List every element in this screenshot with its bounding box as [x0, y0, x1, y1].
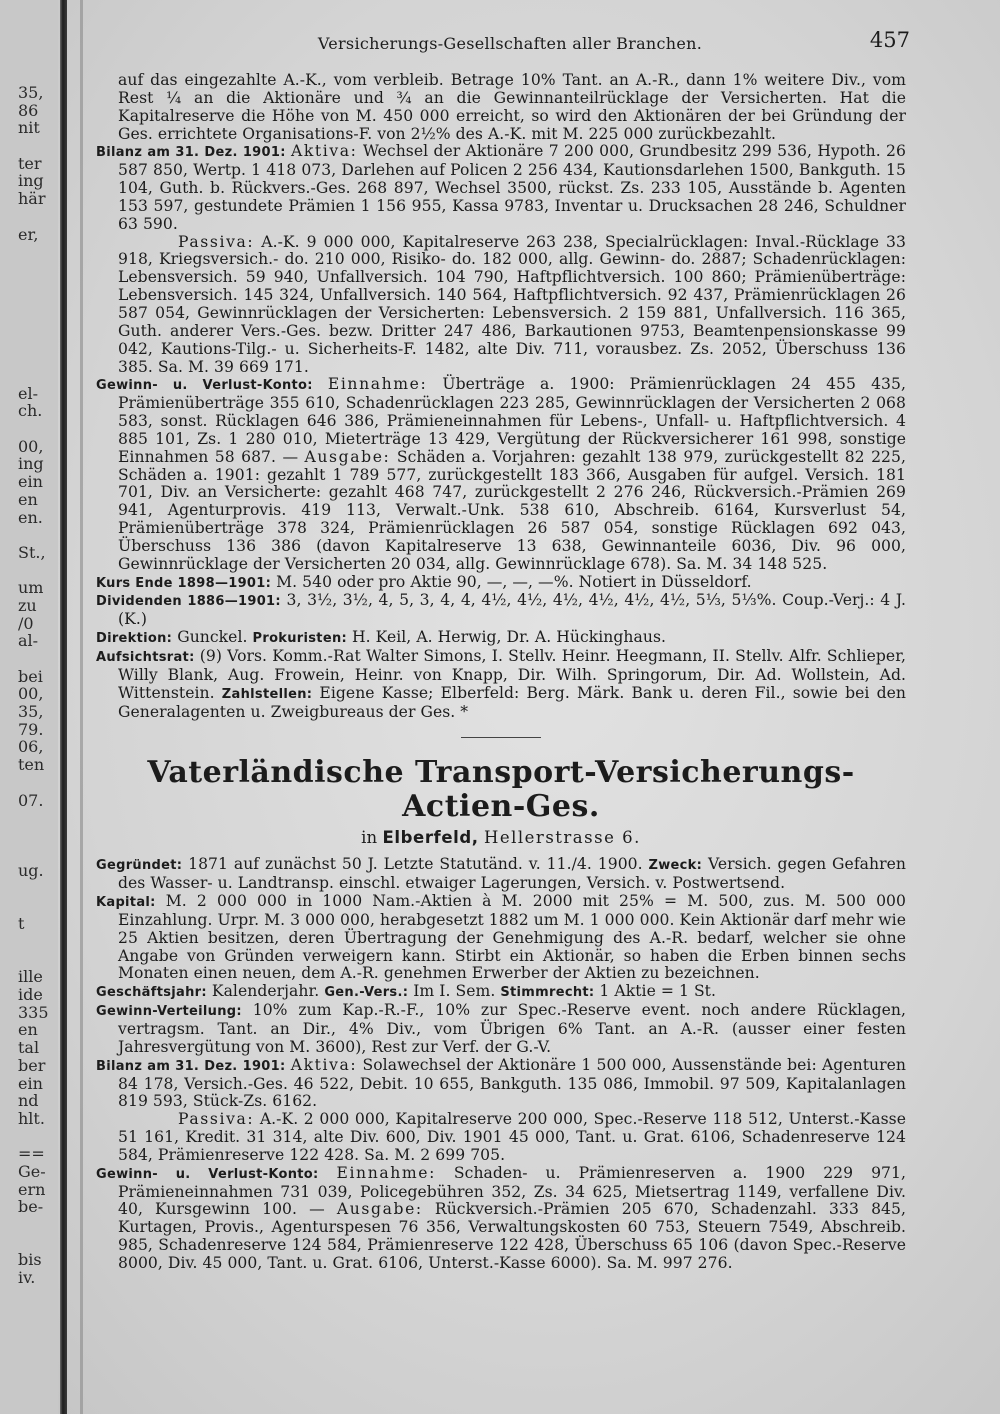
gv2-entry: [96, 1165, 906, 1273]
margin-fragment: [18, 332, 60, 350]
margin-fragment: St.,: [18, 543, 46, 562]
margin-fragment: [18, 367, 60, 385]
margin-fragment: el-: [18, 384, 38, 403]
margin-fragment: [18, 809, 60, 827]
spine-line: [80, 0, 83, 1414]
passiva2-text: A.-K. 2 000 000, Kapitalreserve 200 000, Spec.-Reserve 118 512, Unterst.-Kasse 51 161, Kredit. 31 314, alte Div. 600, Div. 1901 45 000, Tant. u. Grat. 6106, Schadenreserve 124 584, Prämienreserve 122 428. Sa. M. 2 699 705.: [118, 1110, 906, 1164]
passiva-entry: [96, 234, 906, 377]
margin-fragment: en.: [18, 508, 43, 527]
margin-fragment: [18, 1128, 60, 1146]
direktion-text: Gunckel.: [177, 628, 248, 647]
margin-fragment: be-: [18, 1198, 44, 1216]
margin-fragment: ein: [18, 1074, 43, 1093]
kurs-text: M. 540 oder pro Aktie 90, —, —, —%. Notiert in Düsseldorf.: [276, 572, 752, 591]
margin-fragment: bei: [18, 667, 43, 686]
dividenden-text: 3, 3½, 3½, 4, 5, 3, 4, 4, 4½, 4½, 4½, 4½, 4½, 4½, 5⅓, 5⅓%. Coup.-Verj.: 4 J. (K.): [118, 591, 906, 629]
gewinn-verteilung-entry: [96, 1002, 906, 1057]
margin-fragment: [18, 208, 60, 226]
kapital-label: Kapital:: [96, 895, 156, 911]
gv2-label: Gewinn- u. Verlust-Konto:: [96, 1166, 319, 1182]
margin-fragment: 35,: [18, 703, 44, 721]
margin-fragment: nit: [18, 119, 40, 138]
passiva2-label: Passiva:: [178, 1110, 255, 1129]
book-spine-shadow: [60, 0, 67, 1414]
einnahme2-text: Schaden- u. Prämienreserven a. 1900 229 971, Prämieneinnahmen 731 039, Policegebühren 352, Zs. 34 625, Mietsertrag 1149, verfallene Div. 40, Kursgewinn 100. —: [118, 1163, 906, 1219]
margin-fragment: 00,: [18, 437, 44, 456]
company-title: Vaterländische Transport-Versicherungs-Actien-Ges.: [147, 755, 855, 825]
aufsichtsrat-text: (9) Vors. Komm.-Rat Walter Simons, I. Stellv. Heinr. Heegmann, II. Stellv. Alfr. Schlieper, Willy Blank, Aug. Frowein, Heinr. von Knapp, Dir. Wilh. Springorum, Dir. Ad. Wollstein, Ad. Wittenstein.: [118, 647, 906, 702]
margin-fragment: ing: [18, 172, 44, 191]
margin-fragment: [18, 827, 60, 845]
bilanz-label: Bilanz am 31. Dez. 1901:: [96, 145, 286, 161]
margin-fragment: [18, 933, 60, 951]
bilanz2-entry: [96, 1057, 906, 1112]
margin-fragment: al-: [18, 632, 39, 650]
ausgabe-label: Ausgabe:: [304, 447, 391, 466]
gen-vers-text: Im I. Sem.: [413, 982, 496, 1001]
location-prefix: in: [361, 828, 378, 848]
gewinn-verteilung-label: Gewinn-Verteilung:: [96, 1004, 242, 1020]
zahlstellen-label: Zahlstellen:: [221, 686, 313, 702]
margin-fragment: ing: [18, 455, 44, 474]
stimmrecht-label: Stimmrecht:: [500, 985, 595, 1001]
stimmrecht-text: 1 Aktie = 1 St.: [599, 982, 717, 1001]
margin-fragment: 79.: [18, 720, 44, 739]
margin-fragment: [18, 774, 60, 792]
margin-fragment: 06,: [18, 738, 44, 757]
ausgabe-text: Schäden a. Vorjahren: gezahlt 138 979, zurückgestellt 82 225, Schäden a. 1901: gezahlt 1 789 577, zurückgestellt 183 366, Ausgaben für aufgel. Versich. 181 701, Div. an Versicherte: gezahlt 468 747, zurückgestellt 2 276 246, Rückversich.-Prämien 269 941, Agenturprovis. 419 113, Verwalt.-Unk. 538 610, Abschreib. 6164, Kursverlust 54, Prämienüberträge 378 324, Prämienrücklagen 26 587 054, sonstige Rücklagen 692 043, Überschuss 136 386 (davon Kapitalreserve 13 638, Gewinnanteile 6036, Div. 96 000, Gewinnrücklage der Versicherten 20 034, allg. Gewinnrücklage 678). Sa. M. 34 148 525.: [118, 447, 906, 573]
margin-fragment: 35,: [18, 84, 44, 102]
margin-fragment: bis: [18, 1251, 42, 1270]
margin-fragment: er,: [18, 225, 39, 244]
margin-fragment: [18, 279, 60, 297]
gegruendet-entry: [96, 856, 906, 893]
zweck-text: Versich. gegen Gefahren des Wasser- u. Landtransp. einschl. etwaiger Lagerungen, Versich. v. Postwertsend.: [118, 855, 906, 893]
margin-fragment: [18, 845, 60, 863]
margin-fragment: [18, 951, 60, 969]
margin-fragment: /0: [18, 614, 34, 633]
running-title: Versicherungs-Gesellschaften aller Branchen.: [317, 34, 703, 53]
margin-fragment: ber: [18, 1056, 46, 1075]
gegruendet-label: Gegründet:: [96, 858, 183, 874]
passiva-label: Passiva:: [178, 232, 255, 251]
gen-vers-label: Gen.-Vers.:: [324, 985, 409, 1001]
margin-fragment: [18, 420, 60, 438]
margin-fragment: [18, 898, 60, 916]
margin-fragment: ein: [18, 473, 43, 491]
bilanz2-label: Bilanz am 31. Dez. 1901:: [96, 1058, 286, 1074]
margin-fragment: [18, 349, 60, 367]
passiva2-entry: [96, 1111, 906, 1165]
aktiva2-label: Aktiva:: [290, 1055, 358, 1074]
margin-fragment: ter: [18, 154, 42, 173]
margin-fragment: [18, 1234, 60, 1252]
margin-fragment: ille: [18, 968, 43, 987]
facing-page-text-fragments: [18, 84, 60, 1287]
margin-fragment: en: [18, 490, 38, 509]
aktiva2-text: Solawechsel der Aktionäre 1 500 000, Aussenstände bei: Agenturen 84 178, Versich.-Ges. 46 522, Debit. 10 655, Bankguth. 135 086, Immobil. 97 509, Kapitalanlagen 819 593, Stück-Zs. 6162.: [118, 1055, 906, 1111]
intro-paragraph: auf das eingezahlte A.-K., vom verbleib. Betrage 10% Tant. an A.-R., dann 1% weitere Div., vom Rest ¼ an die Aktionäre und ¾ an die Gewinnanteilrücklage der Versicherten. Hat die Kapitalreserve die Höhe von M. 450 000 erreicht, so wird den Aktionären der bei Gründung der Ges. errichtete Organisations-F. von 2½% des A.-K. mit M. 225 000 zurückbezahlt.: [118, 71, 906, 143]
location-street: Hellerstrasse 6.: [483, 828, 641, 848]
aktiva-text: Wechsel der Aktionäre 7 200 000, Grundbesitz 299 536, Hypoth. 26 587 850, Wertp. 1 418 073, Darlehen auf Policen 2 256 434, Kautionsdarlehen 1500, Bankguth. 15 104, Guth. b. Rückvers.-Ges. 268 897, Wechsel 3500, rückst. Zs. 233 105, Ausstände b. Agenten 153 597, gestundete Prämien 1 156 955, Kassa 9783, Inventar u. Drucksachen 28 246, Schuldner 63 590.: [118, 142, 906, 233]
einnahme-label: Einnahme:: [327, 375, 428, 394]
margin-fragment: 86: [18, 101, 39, 120]
geschaeftsjahr-label: Geschäftsjahr:: [96, 985, 207, 1001]
margin-fragment: hlt.: [18, 1109, 45, 1128]
running-head: [110, 26, 910, 56]
direktion-entry: [96, 629, 906, 648]
margin-fragment: Ge-: [18, 1162, 46, 1181]
margin-fragment: ==: [18, 1145, 45, 1163]
margin-fragment: 00,: [18, 685, 44, 704]
margin-fragment: 335: [18, 1003, 49, 1022]
margin-fragment: [18, 137, 60, 155]
margin-fragment: ug.: [18, 862, 44, 880]
aktiva-label: Aktiva:: [291, 142, 358, 161]
margin-fragment: ten: [18, 756, 45, 774]
margin-fragment: um: [18, 579, 44, 597]
dividenden-entry: [96, 592, 906, 629]
prokuristen-label: Prokuristen:: [252, 631, 347, 647]
margin-fragment: iv.: [18, 1269, 36, 1287]
ausgabe2-text: Rückversich.-Prämien 205 670, Schadenzahl. 333 845, Kurtagen, Provis., Agenturspesen 76 356, Verwaltungskosten 60 753, Steuern 7549, Abschreib. 985, Schadenreserve 124 584, Prämienreserve 122 428, Überschuss 65 106 (davon Spec.-Reserve 8000, Div. 45 000, Tant. u. Grat. 6106, Unterst.-Kasse 6000). Sa. M. 997 276.: [118, 1200, 906, 1272]
ausgabe2-label: Ausgabe:: [336, 1200, 423, 1219]
margin-fragment: tal: [18, 1039, 40, 1057]
margin-fragment: [18, 880, 60, 898]
margin-fragment: [18, 1216, 60, 1234]
margin-fragment: ch.: [18, 402, 43, 421]
margin-fragment: [18, 314, 60, 332]
geschaeftsjahr-entry: [96, 983, 906, 1002]
main-text: [96, 72, 906, 1273]
margin-fragment: [18, 650, 60, 668]
zahlstellen-text: Eigene Kasse; Elberfeld: Berg. Märk. Bank u. deren Fil., sowie bei den Generalagenten u. Zweigbureaus der Ges. *: [118, 683, 906, 721]
margin-fragment: ide: [18, 986, 43, 1004]
passiva-text: A.-K. 9 000 000, Kapitalreserve 263 238, Specialrücklagen: Inval.-Rücklage 33 918, Kriegsversich.- do. 210 000, Risiko- do. 182 000, allg. Gewinn- do. 2887; Schadenrücklagen: Lebensversich. 59 940, Unfallversich. 104 790, Haftpflichtversich. 100 860; Prämienüberträge: Lebensversich. 145 324, Unfallversich. 140 564, Haftpflichtversich. 92 437, Prämienrücklagen 26 587 054, Gewinnrücklagen der Versicherten: Lebensversich. 2 159 881, Unfallversich. 116 365, Guth. anderer Vers.-Ges. bezw. Dritter 247 486, Barkautionen 9753, Beamtenpensionskasse 99 042, Kautions-Tilg.- u. Sicherheits-F. 1482, alte Div. 711, vorausbez. Zs. 2052, Überschuss 136 385. Sa. M. 39 669 171.: [118, 232, 906, 376]
gegruendet-text: 1871 auf zunächst 50 J. Letzte Statutänd. v. 11./4. 1900.: [188, 855, 643, 874]
dividenden-label: Dividenden 1886—1901:: [96, 594, 281, 610]
kurs-label: Kurs Ende 1898—1901:: [96, 575, 272, 591]
section-divider: [461, 737, 541, 738]
gv-label: Gewinn- u. Verlust-Konto:: [96, 378, 313, 394]
aufsichtsrat-entry: [96, 648, 906, 721]
bilanz-entry: [96, 143, 906, 233]
gv-entry: [96, 376, 906, 573]
einnahme-text: Überträge a. 1900: Prämienrücklagen 24 455 435, Prämienüberträge 355 610, Schadenrücklagen 223 285, Gewinnrücklagen der Versicherten 2 068 583, sonst. Rücklagen 646 386, Prämieneinnahmen für Lebens-, Unfall- u. Haftpflichtversich. 4 885 101, Zs. 1 280 010, Mieterträge 13 429, Vergütung der Rückversicherer 161 998, sonstige Einnahmen 58 687. —: [118, 375, 907, 466]
zweck-label: Zweck:: [648, 858, 703, 874]
kapital-entry: [96, 893, 906, 983]
kapital-text: M. 2 000 000 in 1000 Nam.-Aktien à M. 2000 mit 25% = M. 500, zus. M. 500 000 Einzahlung. Urpr. M. 3 000 000, herabgesetzt 1882 um M. 1 000 000. Kein Aktionär darf mehr wie 25 Aktien besitzen, deren Übertragung der Genehmigung des A.-R. bedarf, welcher sie ohne Angabe von Gründen verweigern kann. Stirbt ein Aktionär, so haben die Erben binnen sechs Monaten einen neuen, dem A.-R. genehmen Erwerber der Aktien zu bezeichnen.: [118, 892, 906, 983]
margin-fragment: t: [18, 915, 25, 933]
einnahme2-label: Einnahme:: [336, 1163, 436, 1182]
direktion-label: Direktion:: [96, 631, 173, 647]
gewinn-verteilung-text: 10% zum Kap.-R.-F., 10% zur Spec.-Reserve event. noch andere Rücklagen, vertragsm. Tant. an Dir., 4% Div., vom Übrigen 6% Tant. an A.-R. (ausser einer festen Jahresvergütung von M. 3600), Rest zur Verf. der G.-V.: [118, 1001, 906, 1056]
margin-fragment: här: [18, 190, 46, 208]
geschaeftsjahr-text: Kalenderjahr.: [211, 982, 320, 1001]
margin-fragment: ern: [18, 1180, 46, 1199]
kurs-entry: [96, 574, 906, 593]
margin-fragment: [18, 261, 60, 279]
page-number: 457: [869, 28, 910, 52]
margin-fragment: 07.: [18, 791, 44, 810]
prokuristen-text: H. Keil, A. Herwig, Dr. A. Hückinghaus.: [352, 628, 667, 647]
company-location: [96, 828, 906, 848]
margin-fragment: [18, 296, 60, 314]
margin-fragment: nd: [18, 1092, 39, 1110]
margin-fragment: en: [18, 1021, 38, 1040]
location-city: Elberfeld,: [382, 828, 479, 848]
margin-fragment: zu: [18, 596, 37, 615]
margin-fragment: [18, 562, 60, 580]
margin-fragment: [18, 243, 60, 261]
aufsichtsrat-label: Aufsichtsrat:: [96, 650, 195, 665]
margin-fragment: [18, 526, 60, 544]
